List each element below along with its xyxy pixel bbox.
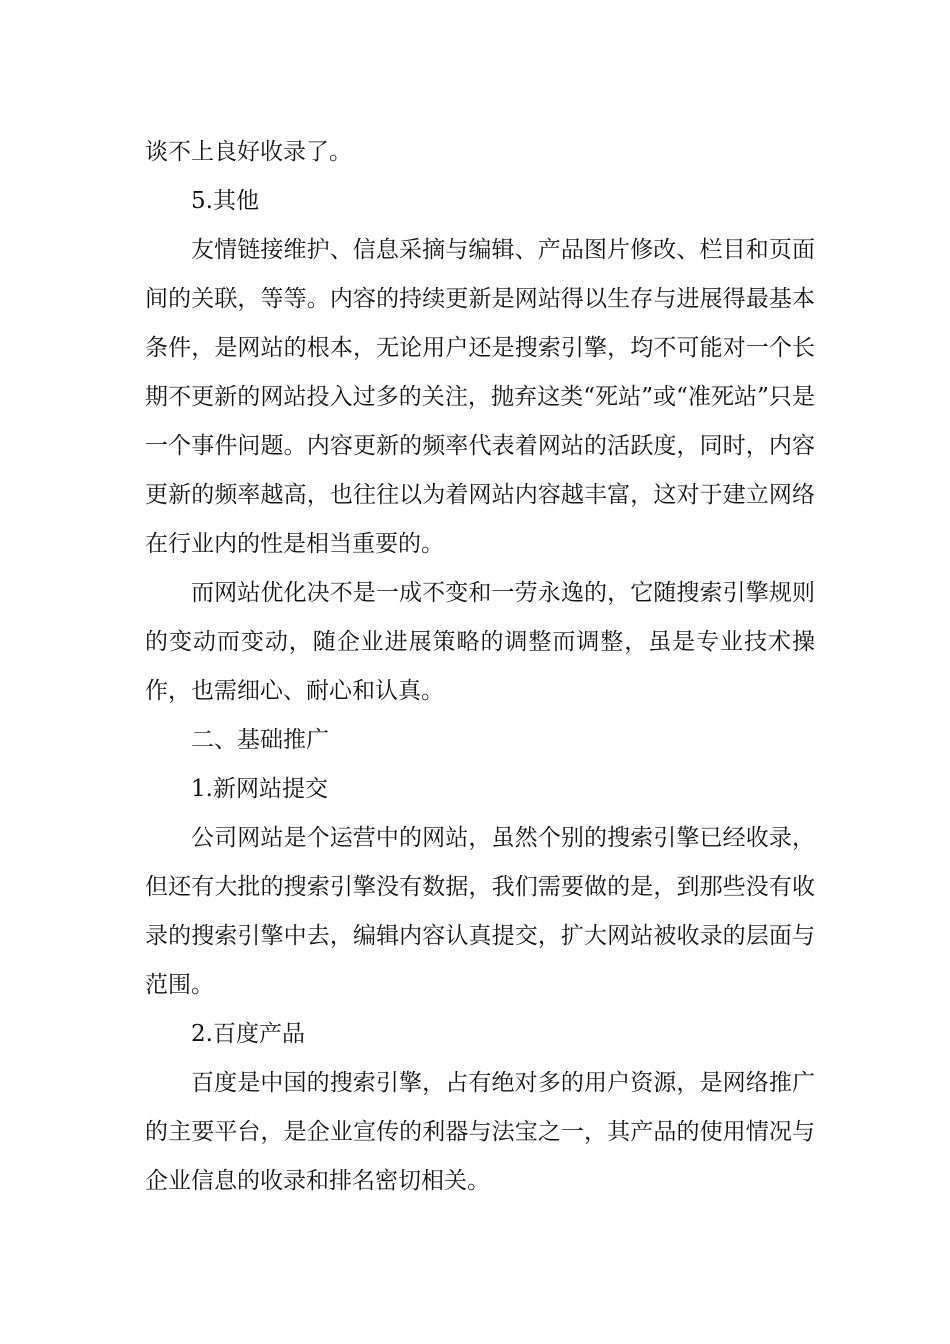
paragraph-content-update: 友情链接维护、信息采摘与编辑、产品图片修改、栏目和页面间的关联，等等。内容的持续更新是网站得以生存与进展得最基本条件，是网站的根本，无论用户还是搜索引擎，均不可能对一个长期不更新的网站投入过多的关注，抛弃这类“死站”或“准死站”只是一个事件问题。内容更新的频率代表着网站的活跃度，同时，内容更新的频率越高，也往往以为着网站内容越丰富，这对于建立网络在行业内的性是相当重要的。 (145, 237, 815, 557)
paragraph-continuation: 谈不上良好收录了。 (145, 139, 352, 165)
section-heading-new-site-submission: 1.新网站提交 (191, 776, 328, 802)
document-body (145, 128, 815, 1206)
section-heading-other: 5.其他 (191, 188, 259, 214)
paragraph-optimization: 而网站优化决不是一成不变和一劳永逸的，它随搜索引擎规则的变动而变动，随企业进展策略的调整而调整，虽是专业技术操作，也需细心、耐心和认真。 (145, 580, 815, 704)
paragraph-site-submission: 公司网站是个运营中的网站，虽然个别的搜索引擎已经收录，但还有大批的搜索引擎没有数据，我们需要做的是，到那些没有收录的搜索引擎中去，编辑内容认真提交，扩大网站被收录的层面与范围。 (145, 825, 815, 998)
section-heading-basic-promotion: 二、基础推广 (191, 727, 329, 753)
paragraph-baidu: 百度是中国的搜索引擎，占有绝对多的用户资源，是网络推广的主要平台，是企业宣传的利器与法宝之一，其产品的使用情况与企业信息的收录和排名密切相关。 (145, 1070, 815, 1194)
section-heading-baidu-products: 2.百度产品 (191, 1021, 305, 1047)
